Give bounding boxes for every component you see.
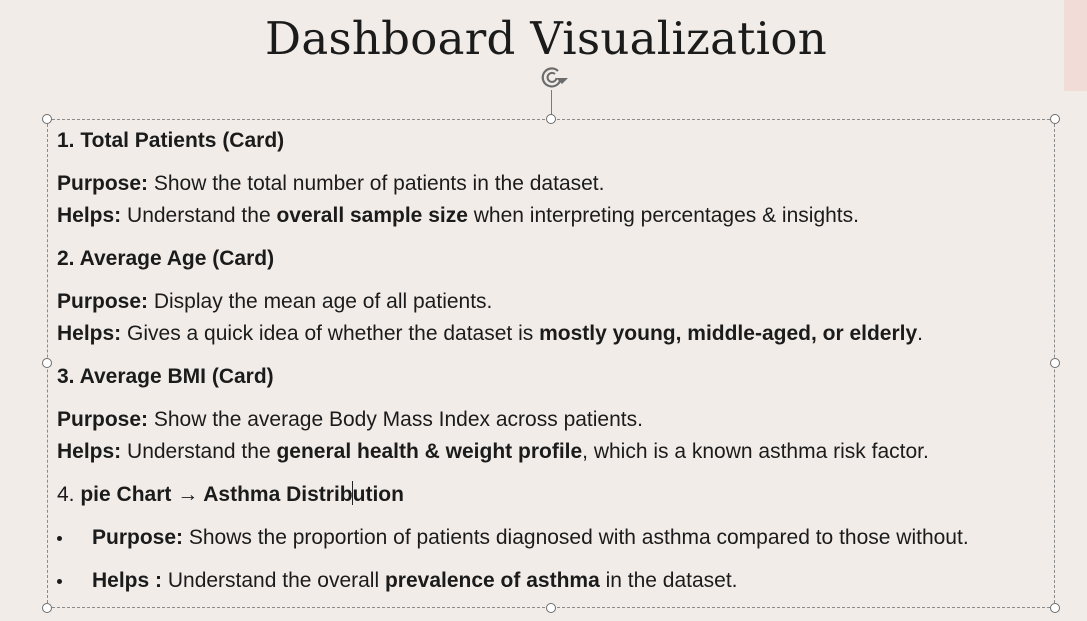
helps-text-end: , which is a known asthma risk factor.	[582, 440, 929, 463]
purpose-text: Display the mean age of all patients.	[148, 290, 493, 313]
purpose-line	[57, 168, 1052, 200]
resize-handle-bottom-right[interactable]	[1050, 603, 1060, 613]
helps-label: Helps:	[57, 322, 122, 345]
helps-line	[57, 318, 1052, 350]
textbox-content[interactable]	[57, 125, 1052, 597]
helps-text: Understand the	[121, 440, 277, 463]
section-heading	[57, 479, 1052, 511]
helps-text-end: when interpreting percentages & insights.	[467, 204, 859, 227]
slide-title[interactable]: Dashboard Visualization	[264, 12, 828, 65]
purpose-text: Show the average Body Mass Index across patients.	[148, 408, 643, 431]
section-heading: 1. Total Patients (Card)	[57, 129, 285, 152]
rotate-handle-icon[interactable]	[538, 63, 568, 91]
bullet-item	[57, 565, 1052, 597]
section-number: 4.	[57, 483, 81, 506]
purpose-text: Show the total number of patients in the dataset.	[148, 172, 605, 195]
section-title-end: ution	[352, 483, 404, 506]
resize-handle-bottom-center[interactable]	[546, 603, 556, 613]
purpose-label: Purpose:	[92, 526, 184, 549]
helps-label: Helps:	[57, 204, 122, 227]
section-title: pie Chart → Asthma Distrib	[80, 483, 353, 506]
helps-text-end: .	[917, 322, 924, 345]
helps-emphasis: overall sample size	[276, 204, 468, 227]
helps-emphasis: general health & weight profile	[276, 440, 583, 463]
helps-text-end: in the dataset.	[599, 569, 738, 592]
helps-text: Understand the overall	[162, 569, 385, 592]
helps-emphasis: prevalence of asthma	[384, 569, 600, 592]
section-heading: 3. Average BMI (Card)	[57, 365, 274, 388]
purpose-label: Purpose:	[57, 172, 149, 195]
purpose-line	[57, 286, 1052, 318]
resize-handle-top-left[interactable]	[42, 114, 52, 124]
bullet-dot-icon	[57, 579, 62, 584]
helps-line	[57, 200, 1052, 232]
purpose-label: Purpose:	[57, 408, 149, 431]
helps-text: Understand the	[121, 204, 277, 227]
helps-line	[57, 436, 1052, 468]
helps-emphasis: mostly young, middle-aged, or elderly	[539, 322, 918, 345]
section-heading: 2. Average Age (Card)	[57, 247, 275, 270]
bullet-dot-icon	[57, 536, 62, 541]
resize-handle-bottom-left[interactable]	[42, 603, 52, 613]
resize-handle-top-center[interactable]	[546, 114, 556, 124]
purpose-label: Purpose:	[57, 290, 149, 313]
purpose-text: Shows the proportion of patients diagnosed with asthma compared to those without.	[183, 526, 969, 549]
bullet-item	[57, 522, 1052, 554]
helps-label: Helps:	[57, 440, 122, 463]
purpose-line	[57, 404, 1052, 436]
helps-label: Helps :	[92, 569, 163, 592]
resize-handle-top-right[interactable]	[1050, 114, 1060, 124]
resize-handle-middle-left[interactable]	[42, 358, 52, 368]
helps-text: Gives a quick idea of whether the dataset is	[121, 322, 540, 345]
